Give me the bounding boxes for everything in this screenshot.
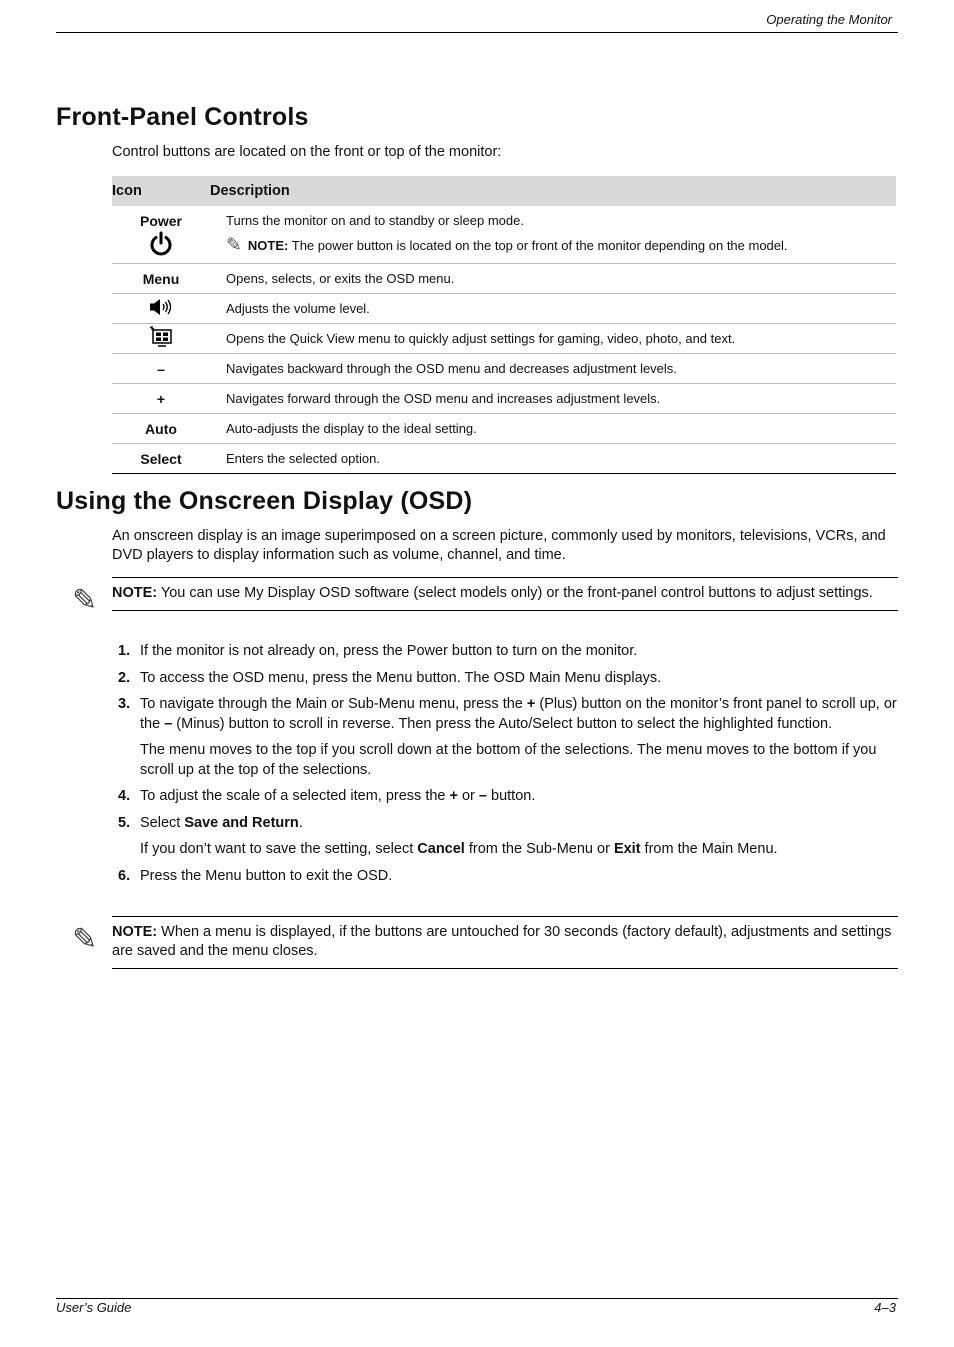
note-text: You can use My Display OSD software (select models only) or the front-panel control buttons to adjust settings. [157,585,873,601]
quick-view-icon [149,326,173,348]
row-description: Navigates forward through the OSD menu and increases adjustment levels. [210,384,896,414]
header-rule [56,32,898,33]
inline-note [226,234,896,257]
list-item: 5. Select Save and Return. If you don’t want to save the setting, select Cancel from the Sub-Menu or Exit from the Main Menu. [112,814,898,860]
table-row [112,444,896,474]
menu-label: Menu [112,264,210,294]
row-description: Opens the Quick View menu to quickly adjust settings for gaming, video, photo, and text. [210,324,896,354]
pencil-note-icon: ✎ [226,234,242,256]
list-item: 4. To adjust the scale of a selected item, press the + or – button. [118,788,536,804]
table-header-row [112,176,896,206]
table-row [112,264,896,294]
power-icon [148,231,174,257]
auto-label: Auto [112,414,210,444]
section-intro: Control buttons are located on the front or top of the monitor: [112,144,502,160]
row-description: Adjusts the volume level. [210,294,896,324]
controls-table [112,176,896,474]
volume-icon [149,298,173,316]
step-subparagraph: The menu moves to the top if you scroll down at the bottom of the selections. The menu moves to the bottom if you scroll up at the top of the selections. [140,742,877,778]
note-label: NOTE: [112,924,158,940]
table-row [112,206,896,264]
note-box [112,916,898,969]
section-intro: An onscreen display is an image superimposed on a screen picture, commonly used by monitors, televisions, VCRs, and DVD players to display information such as volume, channel, and time. [112,528,886,563]
row-description: Auto-adjusts the display to the ideal setting. [210,414,896,444]
list-item: 1. If the monitor is not already on, press the Power button to turn on the monitor. [118,643,638,659]
note-box [112,577,898,611]
note-label: NOTE: [247,237,289,253]
table-row [112,294,896,324]
column-header-description: Description [210,176,896,206]
row-description: Turns the monitor on and to standby or sleep mode. [226,212,524,228]
row-description: Navigates backward through the OSD menu and decreases adjustment levels. [210,354,896,384]
section-heading-front-panel: Front-Panel Controls [56,103,309,131]
osd-steps-list [112,642,898,893]
plus-label: + [112,384,210,414]
table-row [112,354,896,384]
pencil-note-icon: ✎ [72,923,98,956]
note-text: When a menu is displayed, if the buttons are untouched for 30 seconds (factory default), adjustments and settings are saved and the menu closes. [112,924,892,959]
list-item: 2. To access the OSD menu, press the Menu button. The OSD Main Menu displays. [118,669,662,686]
step-subparagraph: If you don’t want to save the setting, select Cancel from the Sub-Menu or Exit from the Main Menu. [140,841,778,857]
select-label: Select [112,444,210,474]
row-description: Opens, selects, or exits the OSD menu. [210,264,896,294]
minus-label: – [112,354,210,384]
page-number: 4–3 [874,1300,896,1315]
footer-rule [56,1298,898,1299]
table-row [112,324,896,354]
table-row [112,414,896,444]
note-label: NOTE: [112,585,158,601]
table-row [112,384,896,414]
note-text: The power button is located on the top or front of the monitor depending on the model. [288,237,788,253]
row-description: Enters the selected option. [210,444,896,474]
list-item: 6. Press the Menu button to exit the OSD. [118,867,393,884]
column-header-icon: Icon [112,176,210,206]
running-header: Operating the Monitor [766,12,892,27]
section-heading-osd: Using the Onscreen Display (OSD) [56,487,473,515]
pencil-note-icon: ✎ [72,584,98,617]
footer-guide-title: User’s Guide [56,1300,132,1315]
power-label: Power [139,212,182,229]
list-item: 3. To navigate through the Main or Sub-Menu menu, press the + (Plus) button on the monitor’s front panel to scroll up, or the – (Minus) button to scroll in reverse. Then press the Auto/Select button to select the highlighted function. The menu moves to the top if you scroll down at the bottom of the selections. The menu moves to the bottom if you scroll up at the top of the selections. [112,695,898,780]
